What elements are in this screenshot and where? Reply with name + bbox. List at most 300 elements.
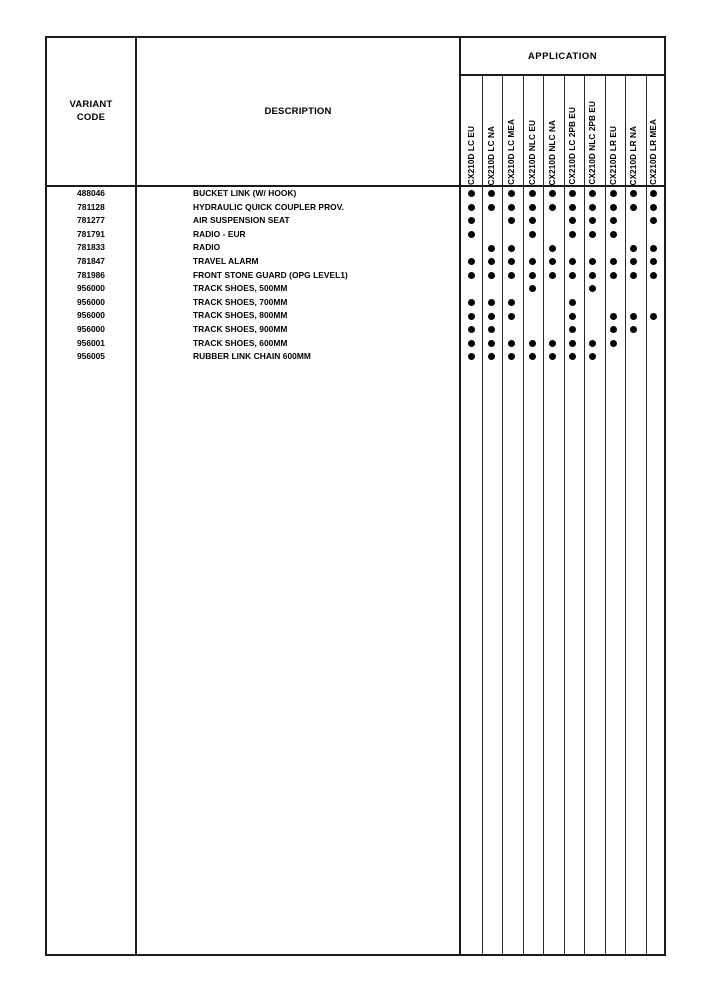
not-applicable-blank — [529, 326, 536, 333]
application-mark-cell — [603, 337, 623, 351]
application-column-label: CX210D LC MEA — [507, 119, 517, 185]
application-mark-cell — [502, 309, 522, 323]
applicable-dot-icon — [650, 204, 657, 211]
application-column-header-1 — [461, 76, 481, 185]
table-row — [47, 201, 664, 215]
applicable-dot-icon — [468, 217, 475, 224]
application-column-header-8 — [603, 76, 623, 185]
not-applicable-blank — [549, 313, 556, 320]
table-row — [47, 255, 664, 269]
application-mark-cell — [542, 228, 562, 242]
application-mark-cell — [502, 255, 522, 269]
applicable-dot-icon — [589, 231, 596, 238]
cell-application-marks — [461, 187, 664, 201]
not-applicable-blank — [630, 217, 637, 224]
applicable-dot-icon — [589, 285, 596, 292]
applicable-dot-icon — [488, 313, 495, 320]
applicable-dot-icon — [529, 204, 536, 211]
application-mark-cell — [502, 323, 522, 337]
applicable-dot-icon — [610, 340, 617, 347]
application-mark-cell — [603, 296, 623, 310]
application-mark-cell — [623, 228, 643, 242]
not-applicable-blank — [569, 245, 576, 252]
application-mark-cell — [502, 350, 522, 364]
application-mark-cell — [502, 201, 522, 215]
applicable-dot-icon — [468, 272, 475, 279]
application-mark-cell — [502, 296, 522, 310]
application-mark-cell — [644, 241, 664, 255]
not-applicable-blank — [650, 326, 657, 333]
cell-application-marks — [461, 350, 664, 364]
table-row — [47, 309, 664, 323]
application-column-header-7 — [583, 76, 603, 185]
applicable-dot-icon — [589, 190, 596, 197]
cell-variant-code: 956000 — [77, 283, 105, 294]
applicable-dot-icon — [468, 326, 475, 333]
applicable-dot-icon — [569, 272, 576, 279]
applicable-dot-icon — [569, 353, 576, 360]
application-column-header-5 — [542, 76, 562, 185]
applicable-dot-icon — [468, 204, 475, 211]
application-mark-cell — [481, 255, 501, 269]
applicable-dot-icon — [508, 217, 515, 224]
cell-variant-code: 781791 — [77, 228, 105, 239]
application-mark-cell — [481, 337, 501, 351]
application-mark-cell — [562, 282, 582, 296]
application-mark-cell — [644, 337, 664, 351]
application-mark-cell — [644, 350, 664, 364]
application-mark-cell — [522, 282, 542, 296]
application-mark-cell — [481, 269, 501, 283]
applicable-dot-icon — [610, 231, 617, 238]
not-applicable-blank — [508, 231, 515, 238]
application-mark-cell — [461, 255, 481, 269]
cell-variant-code: 956000 — [77, 323, 105, 334]
application-mark-cell — [522, 187, 542, 201]
application-column-label: CX210D LR MEA — [649, 119, 659, 185]
application-mark-cell — [644, 296, 664, 310]
cell-variant-code: 956001 — [77, 337, 105, 348]
applicable-dot-icon — [549, 204, 556, 211]
application-mark-cell — [583, 309, 603, 323]
cell-variant-code: 781986 — [77, 269, 105, 280]
applicable-dot-icon — [488, 190, 495, 197]
not-applicable-blank — [529, 245, 536, 252]
not-applicable-blank — [529, 299, 536, 306]
application-mark-cell — [542, 269, 562, 283]
application-column-header-4 — [522, 76, 542, 185]
application-column-header-9 — [623, 76, 643, 185]
table-row — [47, 269, 664, 283]
not-applicable-blank — [529, 313, 536, 320]
applicable-dot-icon — [650, 245, 657, 252]
table-body — [47, 187, 664, 954]
application-mark-cell — [461, 337, 481, 351]
cell-description: RADIO - EUR — [193, 228, 246, 239]
application-mark-cell — [603, 309, 623, 323]
applicable-dot-icon — [529, 340, 536, 347]
applicable-dot-icon — [589, 340, 596, 347]
applicable-dot-icon — [589, 217, 596, 224]
cell-application-marks — [461, 214, 664, 228]
application-mark-cell — [644, 228, 664, 242]
cell-application-marks — [461, 201, 664, 215]
application-mark-cell — [583, 337, 603, 351]
not-applicable-blank — [630, 340, 637, 347]
application-mark-cell — [481, 296, 501, 310]
application-mark-cell — [522, 255, 542, 269]
application-mark-cell — [583, 269, 603, 283]
application-mark-cell — [603, 323, 623, 337]
table-row — [47, 350, 664, 364]
application-mark-cell — [623, 269, 643, 283]
application-mark-cell — [644, 309, 664, 323]
applicable-dot-icon — [468, 340, 475, 347]
application-mark-cell — [542, 337, 562, 351]
applicable-dot-icon — [610, 313, 617, 320]
application-mark-cell — [502, 282, 522, 296]
application-mark-cell — [562, 201, 582, 215]
applicable-dot-icon — [508, 313, 515, 320]
variant-application-table — [45, 36, 666, 956]
applicable-dot-icon — [569, 190, 576, 197]
application-mark-cell — [562, 241, 582, 255]
not-applicable-blank — [508, 285, 515, 292]
applicable-dot-icon — [630, 190, 637, 197]
application-column-label: CX210D LR EU — [608, 126, 618, 185]
applicable-dot-icon — [650, 272, 657, 279]
applicable-dot-icon — [610, 326, 617, 333]
application-mark-cell — [603, 269, 623, 283]
not-applicable-blank — [630, 353, 637, 360]
application-mark-cell — [562, 296, 582, 310]
application-mark-cell — [644, 255, 664, 269]
cell-description: TRACK SHOES, 600MM — [193, 337, 288, 348]
applicable-dot-icon — [610, 190, 617, 197]
application-mark-cell — [562, 255, 582, 269]
application-mark-cell — [644, 282, 664, 296]
cell-description: TRAVEL ALARM — [193, 255, 259, 266]
application-mark-cell — [461, 282, 481, 296]
application-mark-cell — [461, 350, 481, 364]
applicable-dot-icon — [610, 258, 617, 265]
not-applicable-blank — [549, 299, 556, 306]
application-mark-cell — [502, 241, 522, 255]
applicable-dot-icon — [508, 204, 515, 211]
application-column-label: CX210D NLC 2PB EU — [588, 101, 598, 185]
not-applicable-blank — [650, 299, 657, 306]
applicable-dot-icon — [508, 190, 515, 197]
applicable-dot-icon — [508, 353, 515, 360]
application-mark-cell — [562, 269, 582, 283]
application-mark-cell — [623, 214, 643, 228]
applicable-dot-icon — [508, 299, 515, 306]
application-column-label: CX210D NLC NA — [547, 119, 557, 185]
applicable-dot-icon — [468, 190, 475, 197]
application-mark-cell — [502, 214, 522, 228]
application-mark-cell — [461, 296, 481, 310]
application-mark-cell — [481, 350, 501, 364]
application-mark-cell — [603, 228, 623, 242]
applicable-dot-icon — [468, 299, 475, 306]
applicable-dot-icon — [529, 231, 536, 238]
not-applicable-blank — [630, 231, 637, 238]
application-mark-cell — [461, 201, 481, 215]
application-mark-cell — [522, 228, 542, 242]
applicable-dot-icon — [569, 217, 576, 224]
application-column-header-3 — [502, 76, 522, 185]
application-mark-cell — [644, 323, 664, 337]
cell-application-marks — [461, 309, 664, 323]
application-mark-cell — [481, 214, 501, 228]
cell-description: TRACK SHOES, 900MM — [193, 323, 288, 334]
application-mark-cell — [502, 187, 522, 201]
application-mark-cell — [461, 269, 481, 283]
application-mark-cell — [603, 241, 623, 255]
cell-description: TRACK SHOES, 700MM — [193, 296, 288, 307]
application-mark-cell — [583, 350, 603, 364]
applicable-dot-icon — [589, 272, 596, 279]
application-mark-cell — [522, 296, 542, 310]
application-column-header-10 — [644, 76, 664, 185]
application-mark-cell — [603, 214, 623, 228]
table-row — [47, 282, 664, 296]
applicable-dot-icon — [549, 353, 556, 360]
applicable-dot-icon — [569, 299, 576, 306]
table-row — [47, 187, 664, 201]
cell-description: RADIO — [193, 242, 221, 253]
applicable-dot-icon — [650, 190, 657, 197]
application-mark-cell — [623, 337, 643, 351]
application-mark-cell — [623, 201, 643, 215]
not-applicable-blank — [508, 326, 515, 333]
application-mark-cell — [542, 255, 562, 269]
application-column-label: CX210D LC 2PB EU — [568, 107, 578, 185]
application-column-header-2 — [481, 76, 501, 185]
applicable-dot-icon — [630, 326, 637, 333]
application-mark-cell — [603, 350, 623, 364]
applicable-dot-icon — [610, 272, 617, 279]
not-applicable-blank — [650, 353, 657, 360]
applicable-dot-icon — [549, 258, 556, 265]
application-mark-cell — [522, 214, 542, 228]
applicable-dot-icon — [468, 231, 475, 238]
applicable-dot-icon — [630, 313, 637, 320]
application-mark-cell — [623, 309, 643, 323]
not-applicable-blank — [589, 326, 596, 333]
applicable-dot-icon — [650, 313, 657, 320]
applicable-dot-icon — [549, 272, 556, 279]
cell-description: BUCKET LINK (W/ HOOK) — [193, 188, 297, 198]
not-applicable-blank — [610, 245, 617, 252]
cell-description: TRACK SHOES, 800MM — [193, 310, 288, 321]
cell-application-marks — [461, 323, 664, 337]
not-applicable-blank — [488, 217, 495, 224]
not-applicable-blank — [468, 285, 475, 292]
header-variant-code-line2: CODE — [76, 111, 106, 123]
not-applicable-blank — [610, 299, 617, 306]
not-applicable-blank — [549, 326, 556, 333]
application-mark-cell — [644, 269, 664, 283]
application-column-label: CX210D NLC EU — [527, 120, 537, 185]
applicable-dot-icon — [488, 326, 495, 333]
header-variant-code-line1: VARIANT — [69, 98, 113, 110]
not-applicable-blank — [589, 245, 596, 252]
application-mark-cell — [522, 269, 542, 283]
application-mark-cell — [583, 228, 603, 242]
cell-description: FRONT STONE GUARD (OPG LEVEL1) — [193, 269, 348, 280]
cell-description: TRACK SHOES, 500MM — [193, 283, 288, 294]
applicable-dot-icon — [589, 258, 596, 265]
cell-variant-code: 956000 — [77, 296, 105, 307]
applicable-dot-icon — [529, 353, 536, 360]
not-applicable-blank — [610, 353, 617, 360]
application-mark-cell — [583, 241, 603, 255]
application-mark-cell — [644, 187, 664, 201]
application-mark-cell — [562, 187, 582, 201]
cell-variant-code: 781277 — [77, 215, 105, 226]
application-mark-cell — [644, 201, 664, 215]
cell-variant-code: 781128 — [77, 201, 105, 212]
not-applicable-blank — [488, 231, 495, 238]
application-mark-cell — [522, 323, 542, 337]
cell-variant-code: 956005 — [77, 351, 105, 362]
application-column-header-6 — [562, 76, 582, 185]
not-applicable-blank — [650, 231, 657, 238]
applicable-dot-icon — [569, 231, 576, 238]
application-mark-cell — [522, 350, 542, 364]
not-applicable-blank — [650, 285, 657, 292]
application-column-label: CX210D LC NA — [486, 125, 496, 185]
not-applicable-blank — [549, 231, 556, 238]
applicable-dot-icon — [488, 258, 495, 265]
cell-application-marks — [461, 228, 664, 242]
application-mark-cell — [603, 187, 623, 201]
cell-application-marks — [461, 337, 664, 351]
application-mark-cell — [623, 296, 643, 310]
application-mark-cell — [603, 282, 623, 296]
application-mark-cell — [542, 309, 562, 323]
applicable-dot-icon — [488, 340, 495, 347]
not-applicable-blank — [589, 313, 596, 320]
applicable-dot-icon — [610, 217, 617, 224]
applicable-dot-icon — [569, 313, 576, 320]
application-mark-cell — [542, 282, 562, 296]
applicable-dot-icon — [589, 353, 596, 360]
cell-variant-code: 956000 — [77, 310, 105, 321]
applicable-dot-icon — [650, 217, 657, 224]
applicable-dot-icon — [549, 340, 556, 347]
application-mark-cell — [562, 350, 582, 364]
not-applicable-blank — [468, 245, 475, 252]
applicable-dot-icon — [610, 204, 617, 211]
applicable-dot-icon — [488, 299, 495, 306]
table-row — [47, 296, 664, 310]
application-mark-cell — [542, 296, 562, 310]
applicable-dot-icon — [468, 258, 475, 265]
application-column-header-row — [461, 76, 664, 185]
application-mark-cell — [461, 323, 481, 337]
application-mark-cell — [583, 323, 603, 337]
table-row — [47, 323, 664, 337]
application-mark-cell — [542, 187, 562, 201]
header-description: DESCRIPTION — [264, 106, 332, 117]
application-column-label: CX210D LR NA — [629, 125, 639, 185]
application-mark-cell — [481, 228, 501, 242]
application-mark-cell — [623, 187, 643, 201]
applicable-dot-icon — [468, 313, 475, 320]
cell-application-marks — [461, 255, 664, 269]
applicable-dot-icon — [589, 204, 596, 211]
application-mark-cell — [583, 187, 603, 201]
not-applicable-blank — [589, 299, 596, 306]
applicable-dot-icon — [630, 258, 637, 265]
application-mark-cell — [481, 323, 501, 337]
applicable-dot-icon — [549, 245, 556, 252]
application-mark-cell — [542, 201, 562, 215]
application-mark-cell — [583, 255, 603, 269]
application-mark-cell — [522, 241, 542, 255]
applicable-dot-icon — [508, 258, 515, 265]
not-applicable-blank — [569, 285, 576, 292]
application-mark-cell — [583, 201, 603, 215]
application-mark-cell — [461, 241, 481, 255]
application-mark-cell — [481, 282, 501, 296]
application-mark-cell — [481, 241, 501, 255]
application-mark-cell — [481, 201, 501, 215]
application-mark-cell — [603, 201, 623, 215]
applicable-dot-icon — [529, 190, 536, 197]
application-column-label: CX210D LC EU — [466, 126, 476, 185]
application-mark-cell — [562, 337, 582, 351]
table-row — [47, 241, 664, 255]
applicable-dot-icon — [488, 245, 495, 252]
application-mark-cell — [542, 350, 562, 364]
applicable-dot-icon — [630, 204, 637, 211]
applicable-dot-icon — [529, 217, 536, 224]
cell-description: AIR SUSPENSION SEAT — [193, 215, 290, 226]
applicable-dot-icon — [569, 326, 576, 333]
application-mark-cell — [542, 241, 562, 255]
applicable-dot-icon — [630, 245, 637, 252]
applicable-dot-icon — [488, 353, 495, 360]
header-variant-code — [47, 38, 135, 185]
cell-application-marks — [461, 296, 664, 310]
not-applicable-blank — [488, 285, 495, 292]
not-applicable-blank — [549, 217, 556, 224]
not-applicable-blank — [630, 285, 637, 292]
application-mark-cell — [542, 323, 562, 337]
application-mark-cell — [623, 255, 643, 269]
table-row — [47, 337, 664, 351]
application-mark-cell — [461, 187, 481, 201]
not-applicable-blank — [630, 299, 637, 306]
application-mark-cell — [623, 350, 643, 364]
cell-description: HYDRAULIC QUICK COUPLER PROV. — [193, 201, 344, 212]
application-mark-cell — [461, 228, 481, 242]
applicable-dot-icon — [468, 353, 475, 360]
applicable-dot-icon — [508, 340, 515, 347]
application-mark-cell — [562, 323, 582, 337]
application-mark-cell — [562, 228, 582, 242]
application-mark-cell — [623, 282, 643, 296]
applicable-dot-icon — [529, 272, 536, 279]
cell-variant-code: 781833 — [77, 242, 105, 253]
not-applicable-blank — [650, 340, 657, 347]
cell-variant-code: 488046 — [77, 188, 105, 198]
cell-application-marks — [461, 282, 664, 296]
application-mark-cell — [502, 228, 522, 242]
